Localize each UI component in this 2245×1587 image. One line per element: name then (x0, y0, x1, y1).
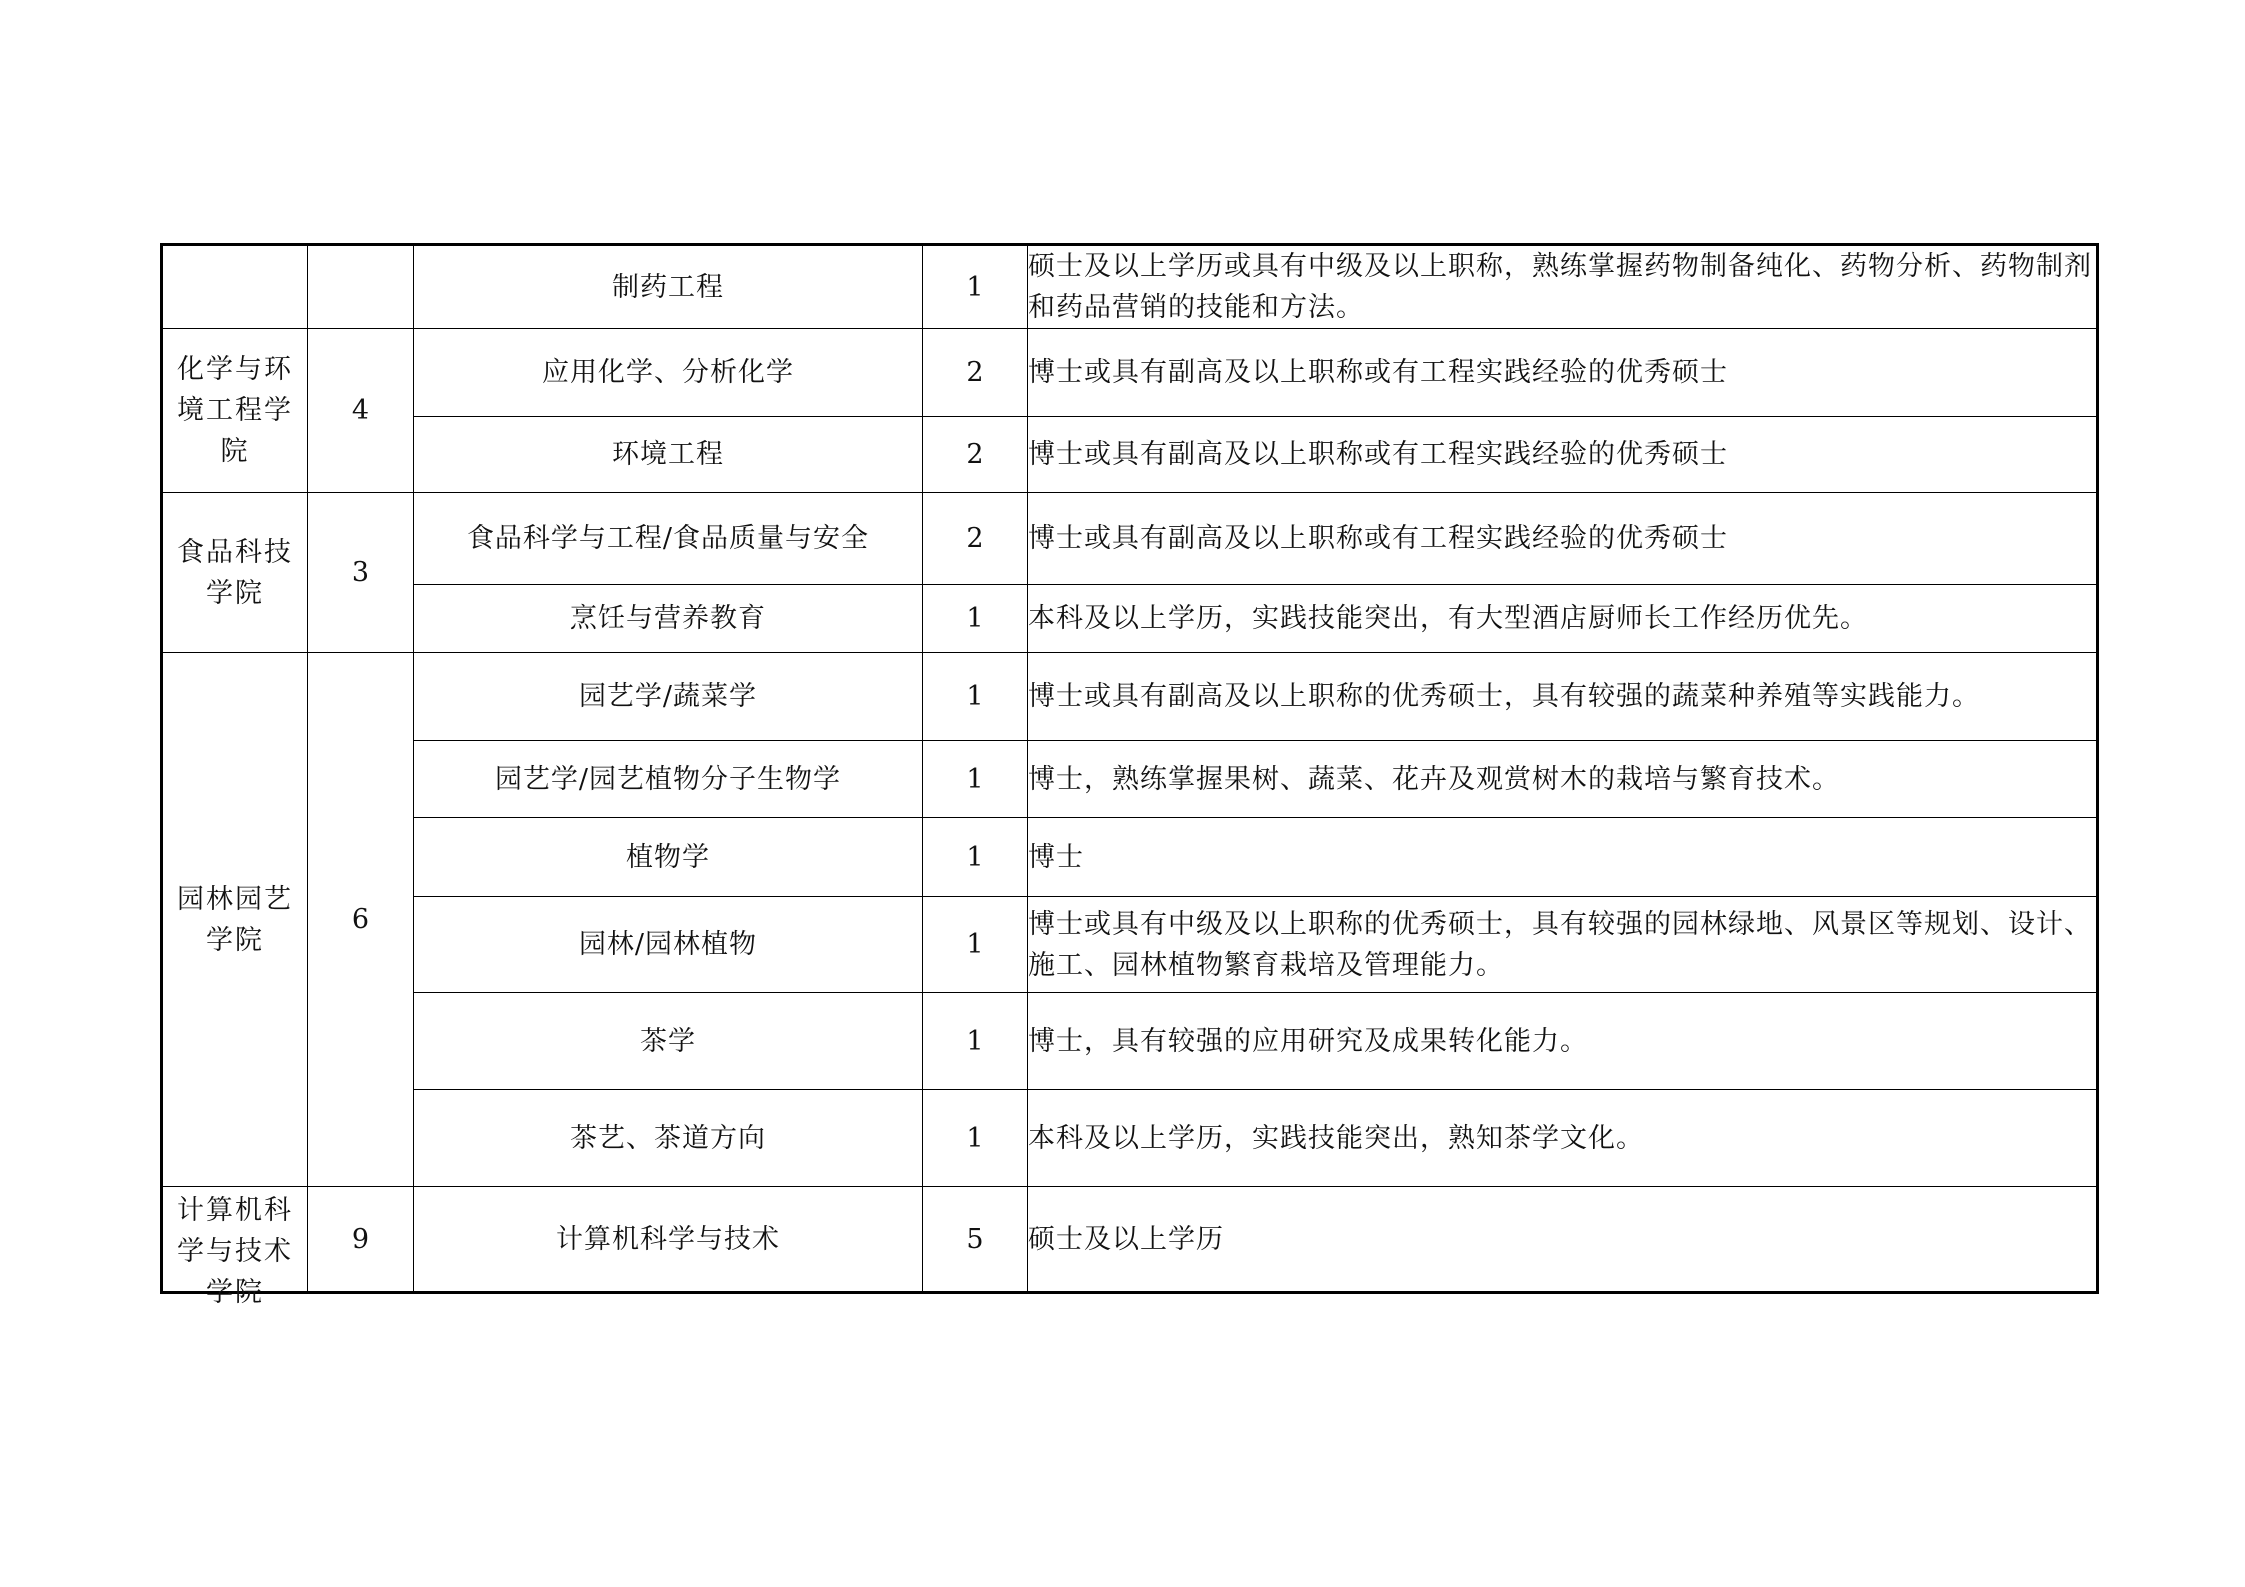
major-cell: 制药工程 (414, 245, 923, 329)
major-cell: 园林/园林植物 (414, 897, 923, 993)
count-cell: 1 (923, 818, 1028, 897)
table-row (162, 245, 2098, 329)
table-row (162, 897, 2098, 993)
college-cell: 化学与环境工程学院 (162, 329, 308, 493)
major-cell: 环境工程 (414, 417, 923, 493)
major-cell: 植物学 (414, 818, 923, 897)
college-cell: 园林园艺学院 (162, 653, 308, 1187)
table-row (162, 818, 2098, 897)
table-row (162, 1090, 2098, 1187)
major-cell: 茶学 (414, 993, 923, 1090)
table-row (162, 1187, 2098, 1293)
college-total-cell: 9 (308, 1187, 414, 1293)
college-total-cell (308, 245, 414, 329)
major-cell: 计算机科学与技术 (414, 1187, 923, 1293)
requirement-cell: 博士，熟练掌握果树、蔬菜、花卉及观赏树木的栽培与繁育技术。 (1028, 741, 2098, 818)
table-row (162, 993, 2098, 1090)
requirement-cell: 博士 (1028, 818, 2098, 897)
requirement-cell: 博士或具有副高及以上职称或有工程实践经验的优秀硕士 (1028, 493, 2098, 585)
count-cell: 1 (923, 897, 1028, 993)
college-label: 计算机科学与技术学院 (177, 1194, 293, 1308)
requirement-cell: 本科及以上学历，实践技能突出，有大型酒店厨师长工作经历优先。 (1028, 585, 2098, 653)
requirement-cell: 博士或具有副高及以上职称的优秀硕士，具有较强的蔬菜种养殖等实践能力。 (1028, 653, 2098, 741)
requirement-cell: 本科及以上学历，实践技能突出，熟知茶学文化。 (1028, 1090, 2098, 1187)
college-cell: 食品科技学院 (162, 493, 308, 653)
count-cell: 1 (923, 741, 1028, 818)
college-cell (162, 1187, 308, 1308)
count-cell: 5 (923, 1187, 1028, 1293)
count-cell: 2 (923, 329, 1028, 417)
major-cell: 园艺学/蔬菜学 (414, 653, 923, 741)
table-row (162, 585, 2098, 653)
count-cell: 1 (923, 585, 1028, 653)
requirement-cell: 博士或具有副高及以上职称或有工程实践经验的优秀硕士 (1028, 417, 2098, 493)
table-row (162, 741, 2098, 818)
major-cell: 食品科学与工程/食品质量与安全 (414, 493, 923, 585)
requirement-cell: 硕士及以上学历或具有中级及以上职称，熟练掌握药物制备纯化、药物分析、药物制剂和药品营销的技能和方法。 (1028, 245, 2098, 329)
requirement-cell: 硕士及以上学历 (1028, 1187, 2098, 1293)
count-cell: 1 (923, 653, 1028, 741)
major-cell: 烹饪与营养教育 (414, 585, 923, 653)
count-cell: 2 (923, 493, 1028, 585)
count-cell: 1 (923, 1090, 1028, 1187)
college-total-cell: 3 (308, 493, 414, 653)
requirement-cell: 博士，具有较强的应用研究及成果转化能力。 (1028, 993, 2098, 1090)
count-cell: 2 (923, 417, 1028, 493)
table-row (162, 417, 2098, 493)
table-row (162, 329, 2098, 417)
major-cell: 园艺学/园艺植物分子生物学 (414, 741, 923, 818)
table-row (162, 653, 2098, 741)
count-cell: 1 (923, 993, 1028, 1090)
requirement-cell: 博士或具有中级及以上职称的优秀硕士，具有较强的园林绿地、风景区等规划、设计、施工、园林植物繁育栽培及管理能力。 (1028, 897, 2098, 993)
recruitment-table (160, 243, 2099, 1308)
college-cell (162, 245, 308, 329)
requirement-cell: 博士或具有副高及以上职称或有工程实践经验的优秀硕士 (1028, 329, 2098, 417)
count-cell: 1 (923, 245, 1028, 329)
college-total-cell: 6 (308, 653, 414, 1187)
table-row (162, 493, 2098, 585)
major-cell: 茶艺、茶道方向 (414, 1090, 923, 1187)
college-total-cell: 4 (308, 329, 414, 493)
major-cell: 应用化学、分析化学 (414, 329, 923, 417)
